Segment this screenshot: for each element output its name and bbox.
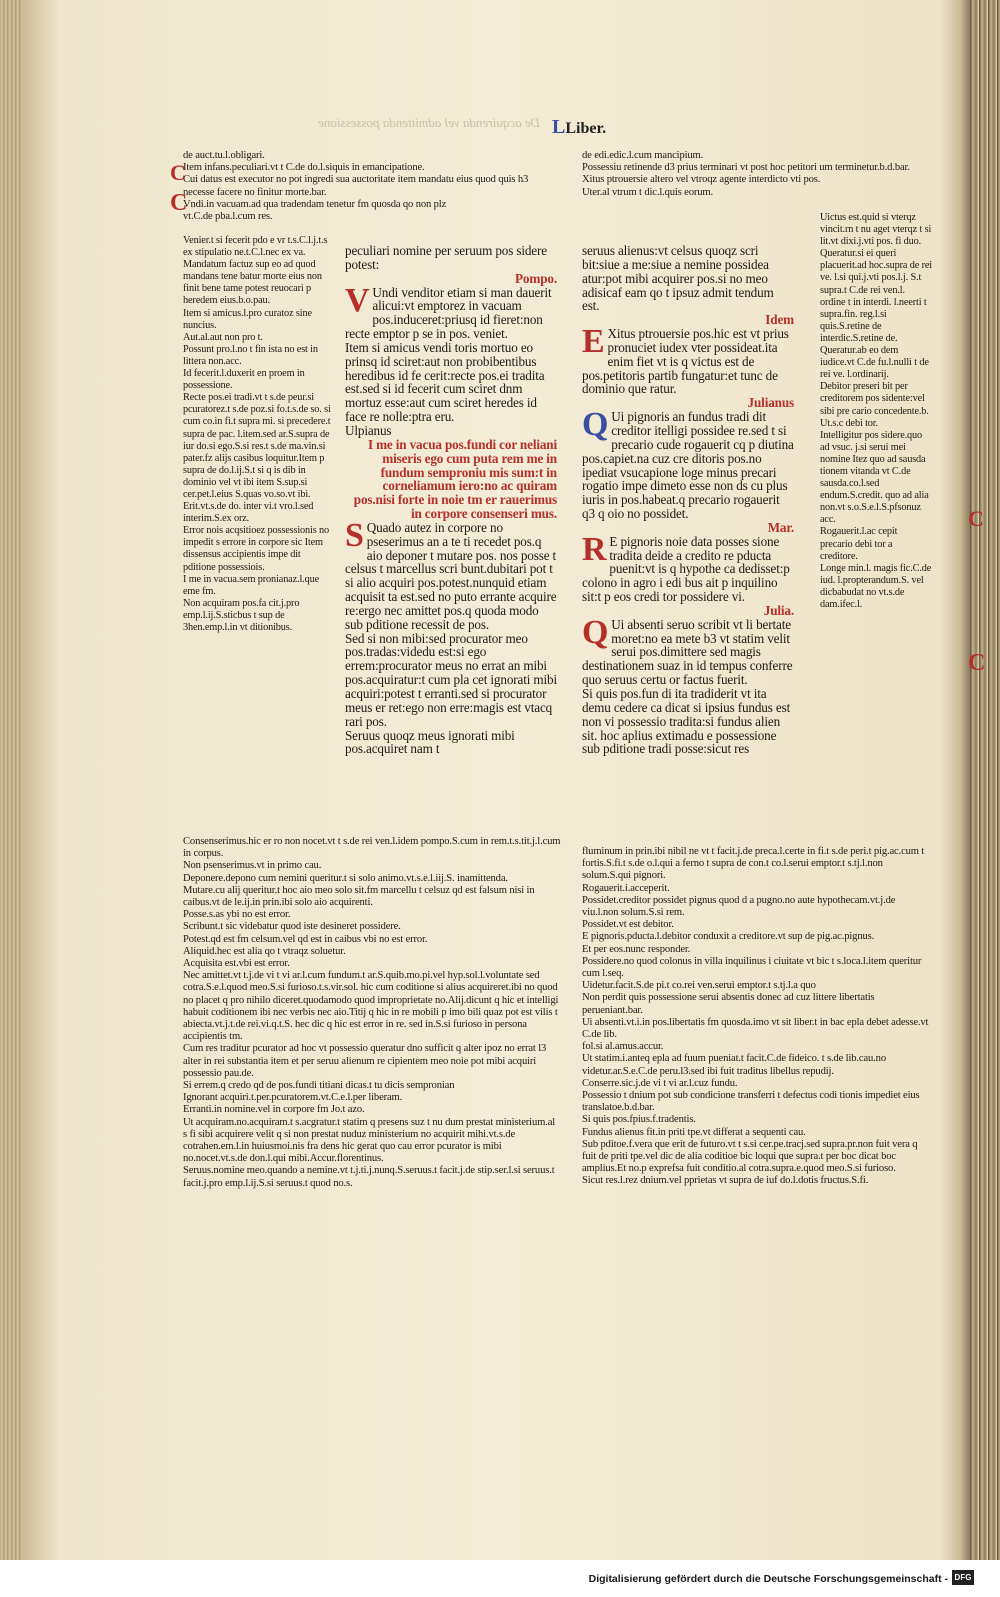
- gloss-entry: Item si amicus.l.pro curatoz sine nuncius.: [183, 307, 312, 331]
- jurist-name: Pompo.: [515, 270, 557, 286]
- gloss-entry: Ut statim.i.anteq epla ad fuum pueniat.t facit.C.de fideico. t s.de lib.cau.no videtur.ar.S.e.C.de peru.l3.sed ibi fuit traditus libellus repudij.: [582, 1053, 886, 1077]
- footer-text: Digitalisierung gefördert durch die Deutsche Forschungsgemeinschaft -: [588, 1573, 948, 1585]
- main-text-right: [582, 244, 794, 756]
- main-paragraph: peculiari nomine per seruum pos sidere potest:: [345, 243, 547, 272]
- gloss-entry: Seruus.nomine meo.quando a nemine.vt t.j.ti.j.nunq.S.seruus.t facit.j.de stip.ser.l.si seruus.t facit.j.pro emp.l.ij.S.si seruus.t quod no.s.: [183, 1165, 555, 1189]
- main-paragraph: seruus alienus:vt celsus quoqz scri bit:siue a me:siue a nemine possidea atur:pot mibi acquirer pos.si no meo adisicaf eam qo t ipsuz admit tendum est.: [582, 243, 774, 314]
- gloss-entry: Possessio t dnium pot sub condicione transferri t defectus codi tionis impediet eius translatoe.b.d.bar.: [582, 1090, 920, 1114]
- main-paragraph: Seruus quoqz meus ignorati mibi pos.acquiret nam t: [345, 727, 515, 757]
- gloss-entry: Uidetur.facit.S.de pi.t co.rei ven.serui emptor.t s.tj.l.a quo: [582, 980, 816, 992]
- initial-Q-2: Q: [582, 613, 609, 651]
- main-paragraph: R E pignoris noie data posses sione tradita deide a credito re pducta puenit:vt is q hypothe ca dedisset:p colono in agro i edi bus ait p inquilino sit:t p eos credi tor possidere vi.: [582, 530, 790, 605]
- gloss-entry: Venier.t si fecerit pdo e vr t.s.C.l.j.t.s ex stipulatio ne.t.C.l.nec ex va.: [183, 235, 328, 259]
- gloss-line: de auct.tu.l.obligari.: [183, 150, 265, 161]
- gloss-entry: Uictus est.quid si vterqz vincit.rn t nu aget vterqz t si lit.vt dixi.j.vti pos. fi duo.: [820, 212, 932, 248]
- gloss-left-top: [183, 150, 558, 223]
- gloss-entry: Et per eos.nunc responder.: [582, 943, 691, 955]
- main-paragraph: Sed si non mibi:sed procurator meo pos.tradas:videdu est:si ego errem:procurator meus no errat an mibi pos.acquiratur:t cum pla cet ignorati mibi acquiri:potest t erranti.sed si procurator meus er ret:ego non erre:magis est vtacq rari pos.: [345, 630, 557, 729]
- gloss-entry: Ut acquiram.no.acquiram.t s.acgratur.t statim q presens suz t nu dum prestat ministerium.al s fi sibi acquirere velit q si non prestat nuduz ministerium no acquirit mihi.vt.s.de cotrahen.em.l.in huiusmoi.nis fra dens hic gerat quo cau error pcurator is mibi no.nocet.vt.s.de don.l.qui mibi.Accur.florentinus.: [183, 1116, 556, 1165]
- gloss-entry: Ut.s.c debi tor.: [820, 417, 878, 429]
- gloss-entry: Aut.al.aut non pro t.: [183, 331, 263, 343]
- gloss-entry: Acquisita est.vbi est error.: [183, 958, 290, 970]
- gloss-entry: Intelligitur pos sidere.quo ad vsuc. j.si serui mei nomine Itez quo ad sausda tionem vitanda vt C.de sausda.co.l.sed endum.S.credit. quo ad alia non.vt s.o.S.e.l.S.pfsonuz acc.: [820, 429, 929, 526]
- running-head-label: Liber.: [565, 120, 607, 137]
- gloss-left-bottom: [183, 836, 561, 1190]
- gloss-entry: Sicut res.l.rez dnium.vel pprietas vt supra de iuf do.l.dotis fructus.S.fi.: [582, 1175, 869, 1187]
- main-paragraph: Si quis pos.fun di ita tradiderit vt ita demu cedere ca dicat si ipsius fundus est non vi possessio tradita:si fundus alien sit. hoc aplius extimadu e possessione sub pditione tradi posse:sicut res: [582, 686, 791, 757]
- jurist-name: Julianus: [747, 395, 794, 411]
- gloss-line: vt.C.de pba.l.cum res.: [183, 211, 273, 223]
- rubric-mark: C: [968, 506, 984, 531]
- initial-R: R: [582, 530, 607, 568]
- rubric-mark: C: [170, 190, 188, 216]
- initial-Q: Q: [582, 406, 609, 444]
- main-paragraph: V Undi venditor etiam si man dauerit alicui:vt emptorez in vacuam pos.induceret:priusq id fieret:non recte emptor p se in pos. veniet.: [345, 281, 552, 342]
- gloss-entry: Possunt pro.l.no t fin ista no est in littera non.acc.: [183, 343, 318, 367]
- rubric-mark: C: [170, 160, 186, 185]
- gloss-entry: Si quis pos.fpius.f.tradentis.: [582, 1114, 696, 1126]
- gloss-entry: fluminum in prin.ibi nibil ne vt t facit.j.de preca.l.certe in fi.t s.de peri.t pig.ac.cum t fortis.S.fi.t s.de o.l.qui a ferno t supra de con.t co.l.serui emptor.t s.tj.l.non solum.S.qui pignori.: [582, 846, 925, 882]
- gloss-entry: Potest.qd est fm celsum.vel qd est in caibus vbi no est error.: [183, 933, 428, 945]
- gloss-entry: Conserre.sic.j.de vi t vi ar.l.cuz fundu.: [582, 1077, 738, 1089]
- running-head: [552, 116, 606, 139]
- gloss-entry: Non perdit quis possessione serui absentis donec ad cuz littere libertatis perueniant.bar.: [582, 992, 875, 1016]
- running-head-initial: L: [552, 116, 566, 138]
- gloss-entry: Scribunt.t sic videbatur quod iste desineret possidere.: [183, 921, 401, 933]
- gloss-entry: Ignorant acquiri.t.per.pcuratorem.vt.C.e.l.per liberam.: [183, 1092, 403, 1104]
- gloss-entry: Non acquiram pos.fa cit.j.pro emp.l.ij.S.sticbus t sup de 3hen.emp.l.in vt ditionibus.: [183, 597, 300, 633]
- gloss-entry: Aliquid.hec est alia qo t vtraqz soluetur.: [183, 945, 346, 957]
- gloss-entry: Non psenserimus.vt in primo cau.: [183, 860, 322, 872]
- gloss-entry: Mutare.cu alij queritur.t hoc aio meo solo sit.fm marcellu t celsuz qd est falsum nisi in caibus.vt de le.ij.in prin.ibi solo aio acquirenti.: [183, 884, 535, 909]
- main-paragraph: E Xitus ptrouersie pos.hic est vt prius pronuciet iudex vter possideat.ita enim fiet vt is q victus est de pos.petitoris partib fungatur:et tunc de dominio que ratur.: [582, 323, 789, 397]
- main-paragraph: Item si amicus vendi toris mortuo eo prinsq id sciret:aut non probibentibus heredibus id fe cerit:recte pos.ei tradita est.sed si id fecerit cum sciret dnm mortuz esse:aut cum sciret heredes id face re nolle:ptra eru.: [345, 339, 545, 425]
- gloss-entry: Cum res traditur pcurator ad hoc vt possessio queratur dno sufficit q alter ipoz no errat l3 alter in rei substantia item et per seruu alienum re cipientem meo noie pot mibi acquiri possessio pau.de.: [183, 1043, 547, 1079]
- gloss-entry: Rogauerit.i.acceperit.: [582, 882, 670, 894]
- jurist-name: Idem: [765, 312, 794, 328]
- initial-E: E: [582, 323, 605, 361]
- gloss-entry: Possidet.vt est debitor.: [582, 919, 674, 931]
- gloss-entry: Debitor preseri bit per creditorem pos sidente:vel sibi pre cario concedente.b.: [820, 381, 929, 417]
- gloss-entry: Rogauerit.l.ac cepit precario debi tor a creditore.: [820, 526, 898, 562]
- jurist-name: Julia.: [763, 602, 794, 618]
- main-text-left: [345, 244, 557, 756]
- running-head-bleedthrough: De acquirenda vel admittenda possessione: [318, 115, 540, 130]
- main-paragraph: Q Ui absenti seruo scribit vt li bertate moret:no ea mete b3 vt statim velit serui pos.dimittere sed magis destinationem suaz in id tempus conferre quo seruus certu or factus fuerit.: [582, 613, 793, 688]
- gloss-entry: Ui absenti.vt.i.in pos.libertatis fm quosda.imo vt sit liber.t in bac epla debet adesse.vt C.de lib.: [582, 1016, 929, 1041]
- gloss-entry: fol.si al.amus.accur.: [582, 1041, 664, 1053]
- jurist-name: I me in vacua pos.fundi cor neliani miseris ego cum puta rem me in fundum semproniu mis sum:t in corneliamum iero:no ac quiram pos.nisi forte in noie tm er rauerimus in corpore consenseri mus.: [353, 436, 557, 522]
- gloss-entry: Queratur.si ei queri placuerit.ad hoc.supra de rei ve. l.si qui.j.vti pos.l.j. S.t supra.t C.de rei ven.l. ordine t in interdi. l.neerti t supra.fin. reg.l.si quis.S.retine de interdic.S.retine de.: [820, 248, 933, 344]
- rubric-mark: C: [968, 650, 986, 676]
- gloss-line: Item infans.peculiari.vt t C.de do.l.siquis in emancipatione.: [183, 162, 425, 174]
- gloss-entry: Erit.vt.s.de do. inter vi.t vro.l.sed interim.S.ex orz.: [183, 501, 314, 525]
- gloss-entry: I me in vacua.sem pronianaz.l.que eme fm.: [183, 573, 320, 597]
- main-paragraph: Ulpianus: [345, 422, 392, 438]
- gloss-line: Vndi.in vacuam.ad qua tradendam tenetur fm quosda qo non plz: [183, 198, 447, 210]
- gloss-line: Uter.al vtrum t dic.l.quis eorum.: [582, 186, 713, 198]
- gloss-entry: Possidere.no quod colonus in villa inquilinus i ciuitate vt bic t s.loca.l.item queritur cum l.seq.: [582, 955, 922, 980]
- gloss-entry: Id fecerit.l.duxerit en proem in possessione.: [183, 368, 305, 392]
- dfg-logo: DFG: [952, 1570, 974, 1585]
- gloss-entry: Deponere.depono cum nemini queritur.t si solo animo.vt.s.e.l.iij.S. inamittenda.: [183, 872, 508, 884]
- gloss-entry: Erranti.in nomine.vel in corpore fm Jo.t azo.: [183, 1104, 365, 1116]
- gloss-entry: Nec amittet.vt t.j.de vi t vi ar.l.cum fundum.t ar.S.quib.mo.pi.vel hyp.sol.l.voluntate sed cotra.S.e.l.quod meo.S.si furioso.t.s.vir.sol. hic cum coditione si alius acquireret.ibi no quod no placet q pro nihilo diceret.quodamodo quod improprietate no.Alij.dicunt q hic et intelligi habuit coditionem ibi nec verbis nec aio.Titij q hic in re mobili p imo bili quaz pot est vilis t abiecta.vt.j.t.de rei.vi.q.t.S. hec dic q hic est error in re. sed in.S.si furioso in persona accipientis tm.: [183, 970, 559, 1043]
- gloss-entry: Posse.s.as ybi no est error.: [183, 909, 291, 921]
- gloss-right-bottom: [582, 846, 932, 1188]
- digitization-footer: [0, 1560, 1000, 1597]
- jurist-name: Mar.: [767, 519, 794, 535]
- gloss-entry: Longe min.l. magis fic.C.de iud. l.propterandum.S. vel dicbabudat no vt.s.de dam.ifec.l.: [820, 562, 932, 610]
- gloss-entry: Queratur.ab eo dem iudice.vt C.de fu.l.nulli t de rei ve. l.ordinarij.: [820, 345, 929, 381]
- book-spine-edge: [970, 0, 1000, 1560]
- main-paragraph: Q Ui pignoris an fundus tradi dit creditor itelligi possidee re.sed t si precario cude rogauerit cq p diutina pos.capiet.na cuz cre ditoris pos.no ipediat vsucapione loge minus precari rogatio impe dimeto esse non ds cu plus iuris in pos.habeat.q precario rogauerit q3 q oio no possidet.: [582, 406, 794, 522]
- gloss-entry: E pignoris.pducta.l.debitor conduxit a creditore.vt sup de pig.ac.pignus.: [582, 931, 875, 943]
- gloss-entry: Mandatum factuz sup eo ad quod mandans tene batur morte eius non finit bene tame potest reuocari p heredem eius.b.o.pau.: [183, 259, 322, 307]
- gloss-entry: Consenserimus.hic er ro non nocet.vt t s.de rei ven.l.idem pompo.S.cum in rem.t.s.tit.j.l.cum in corpus.: [183, 836, 561, 860]
- gloss-entry: Fundus alienus fit.in priti tpe.vt differat a sequenti cau.: [582, 1126, 806, 1138]
- main-paragraph: S Quado autez in corpore no pseserimus an a te ti recedet pos.q aio deponer t mutare pos. nos posse t celsus t marcellus scri bunt.dubitari pot t si alio acquiri pos.potest.nunquid etiam acquisit ta est.sed no puto errante acquire re:ergo nec amittet pos.q quoda modo sub pditione recessit de pos.: [345, 516, 557, 632]
- gloss-line: de edi.edic.l.cum mancipium.: [582, 150, 704, 161]
- gloss-entry: Possidet.creditor possidet pignus quod d a pugno.no aute hypothecam.vt.j.de viu.l.non solum.S.si rem.: [582, 894, 896, 919]
- gloss-line: Possessiu retinende d3 prius terminari vt post hoc petitori um terminetur.b.d.bar.: [582, 162, 910, 174]
- gloss-line: Xitus ptrouersie altero vel vtroqz agente interdicto vti pos.: [582, 174, 821, 186]
- gloss-right-column: [820, 212, 932, 611]
- gloss-entry: Sub pditoe.f.vera que erit de futuro.vt t s.si cer.pe.tracj.sed supra.pr.non fuit vera q fuit de priti tpe.vel dic de alia coditioe bic loqui que supra.t per boc dicat boc amplius.Et no.p exprefsa fuit conditio.al cotra.supra.e.quod meo.S.si furioso.: [582, 1138, 918, 1175]
- initial-V: V: [345, 281, 370, 319]
- gloss-left-column: [183, 235, 331, 634]
- gloss-entry: Error nois acqsitioez possessionis no impedit s errore in corpore sic Item dissensus accipientis impe dit pditione possessiois.: [183, 525, 330, 573]
- gloss-line: Cui datus est executor no pot ingredi sua auctoritate item mandatu eius quod quis h3 necesse facere no finitur morte.bar.: [183, 174, 529, 198]
- page-fore-edge: [0, 0, 22, 1560]
- gloss-entry: Si errem.q credo qd de pos.fundi titiani dicas.t tu dicis sempronian: [183, 1080, 455, 1092]
- gloss-entry: Recte pos.ei tradi.vt t s.de peur.si pcuratorez.t s.de poz.si fo.t.s.de so. si cum co.in fi.t supra mi. si precedere.t supra de pac. l.item.sed ar.S.supra de iur do.si ego.S.si res.t s.de ma.vin.si pater.fz alijs casibus loquitur.Item p supra de do.l.ij.S.t si q is dib in dominio vel vt ibi item S.sup.si cer.pet.l.eius S.quas vo.so.vt ibi.: [183, 392, 331, 500]
- initial-S: S: [345, 516, 364, 554]
- gloss-right-top: [582, 150, 927, 199]
